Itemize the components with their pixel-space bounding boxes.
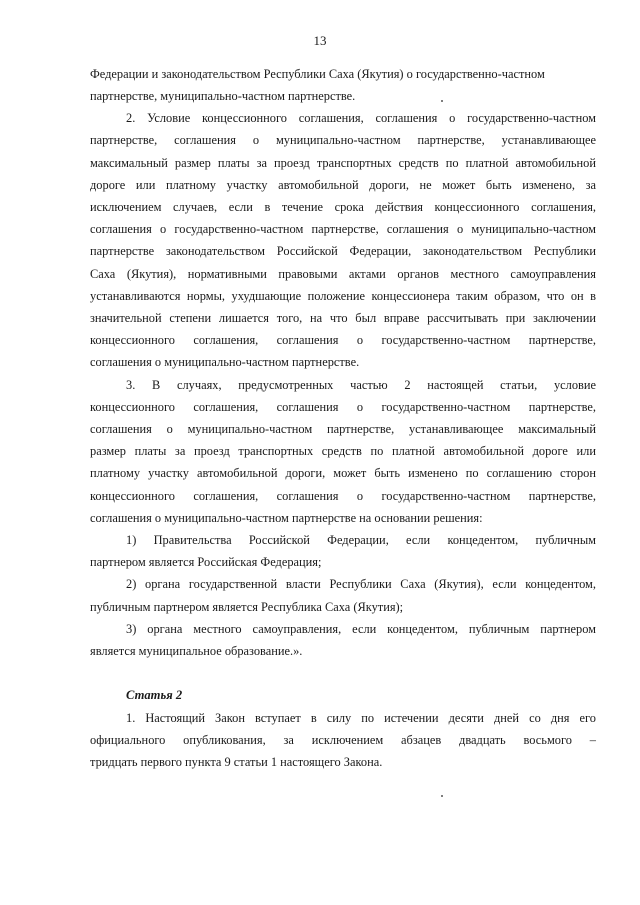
- text-line: партнерстве законодательством Российской Федерации, законодательством Республики: [90, 244, 596, 258]
- text-line: партнерстве, соглашения о муниципально-частном партнерстве, устанавливающее: [90, 133, 596, 147]
- text-line: исключением случаев, если в течение срока действия концессионного соглашения,: [90, 200, 596, 214]
- text-line: максимальный размер платы за проезд транспортных средств по платной автомобильной: [90, 156, 596, 170]
- text-line: концессионного соглашения, соглашения о государственно-частном партнерстве,: [90, 400, 596, 414]
- text-line: дороге или платному участку автомобильной дороги, не может быть изменено, за: [90, 178, 596, 192]
- text-line: Федерации и законодательством Республики Саха (Якутия) о государственно-частном: [90, 67, 545, 81]
- text-line: 1. Настоящий Закон вступает в силу по истечении десяти дней со дня его: [126, 711, 596, 725]
- text-line: концессионного соглашения, соглашения о государственно-частном партнерстве,: [90, 489, 596, 503]
- text-line: концессионного соглашения, соглашения о государственно-частном партнерстве,: [90, 333, 596, 347]
- text-line: 1) Правительства Российской Федерации, если концедентом, публичным: [126, 533, 596, 547]
- text-line: значительной степени лишается того, на что был вправе рассчитывать при заключении: [90, 311, 596, 325]
- text-line: 3) органа местного самоуправления, если концедентом, публичным партнером: [126, 622, 596, 636]
- text-line: устанавливаются нормы, ухудшающие положение концессионера таким образом, что он в: [90, 289, 596, 303]
- text-line: публичным партнером является Республика Саха (Якутия);: [90, 600, 404, 614]
- text-line: официального опубликования, за исключением абзацев двадцать восьмого –: [90, 733, 596, 747]
- scan-speck: [441, 100, 443, 102]
- text-line: размер платы за проезд транспортных средств по платной автомобильной дороге или: [90, 444, 596, 458]
- text-line: соглашения о государственно-частном партнерстве, соглашения о муниципально-частном: [90, 222, 596, 236]
- text-line: партнером является Российская Федерация;: [90, 555, 322, 569]
- article-heading: Статья 2: [126, 688, 183, 702]
- text-line: 2) органа государственной власти Республики Саха (Якутия), если концедентом,: [126, 577, 596, 591]
- text-line: партнерстве, муниципально-частном партнерстве.: [90, 89, 356, 103]
- text-line: платному участку автомобильной дороги, может быть изменено по соглашению сторон: [90, 466, 596, 480]
- text-line: 3. В случаях, предусмотренных частью 2 настоящей статьи, условие: [126, 378, 596, 392]
- text-line: соглашения о муниципально-частном партнерстве на основании решения:: [90, 511, 483, 525]
- text-line: тридцать первого пункта 9 статьи 1 настоящего Закона.: [90, 755, 383, 769]
- scan-speck: [441, 795, 443, 797]
- text-line: является муниципальное образование.».: [90, 644, 303, 658]
- text-line: 2. Условие концессионного соглашения, соглашения о государственно-частном: [126, 111, 596, 125]
- page-number: 13: [313, 33, 327, 48]
- text-line: Саха (Якутия), нормативными правовыми актами органов местного самоуправления: [90, 267, 596, 281]
- text-line: соглашения о муниципально-частном партнерстве, устанавливающее максимальный: [90, 422, 596, 436]
- text-line: соглашения о муниципально-частном партнерстве.: [90, 355, 360, 369]
